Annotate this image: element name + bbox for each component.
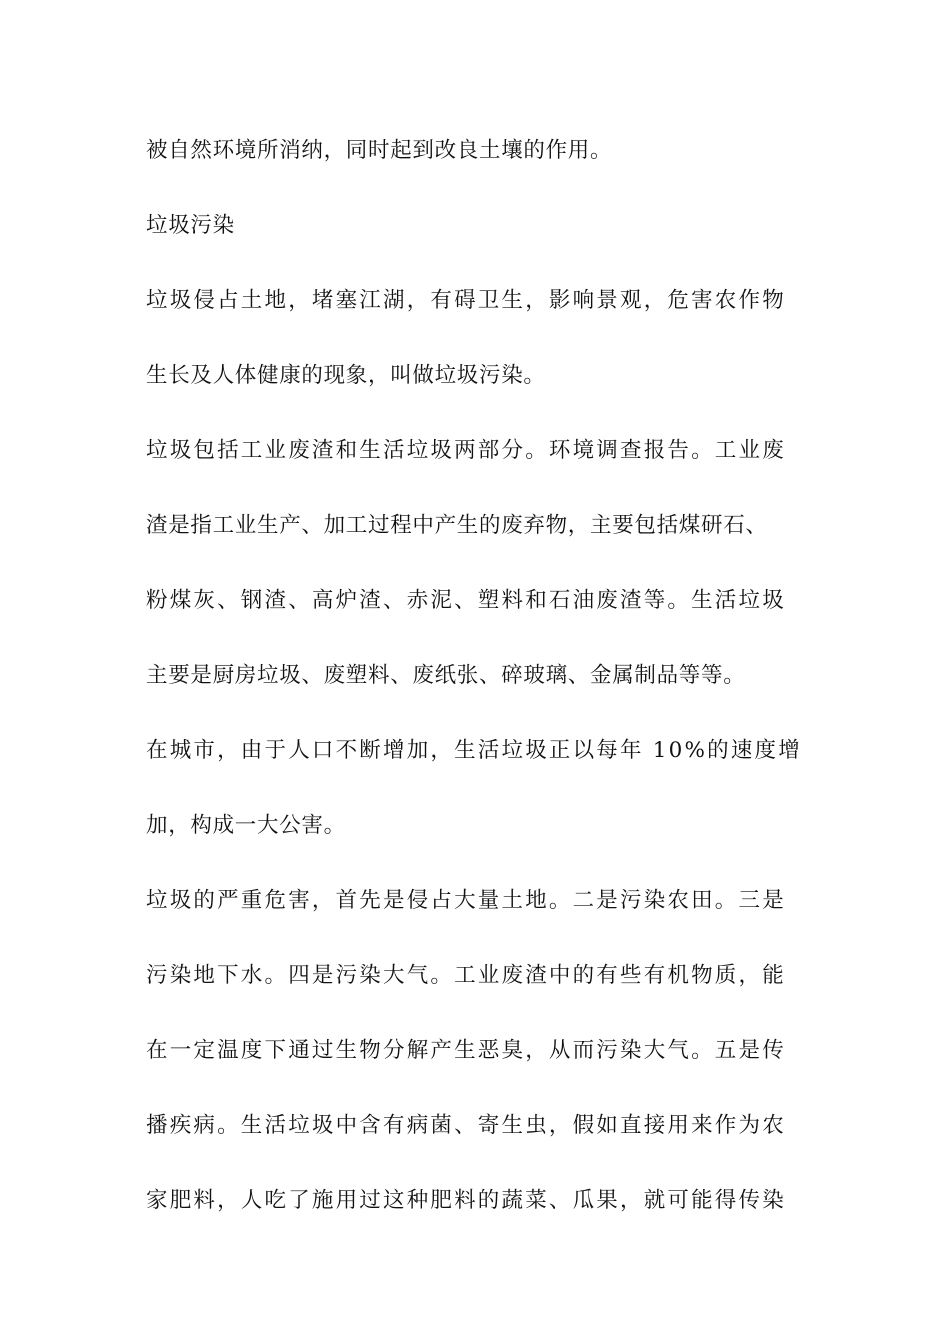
text-line: 加，构成一大公害。 <box>146 813 346 838</box>
text-line: 渣是指工业生产、加工过程中产生的废弃物，主要包括煤研石、 <box>146 513 768 538</box>
text-line: 主要是厨房垃圾、废塑料、废纸张、碎玻璃、金属制品等等。 <box>146 663 746 688</box>
text-line: 被自然环境所消纳，同时起到改良土壤的作用。 <box>146 138 613 163</box>
text-line: 家肥料，人吃了施用过这种肥料的蔬菜、瓜果，就可能得传染 <box>146 1188 786 1213</box>
text-line: 在城市，由于人口不断增加，生活垃圾正以每年 10%的速度增 <box>146 738 802 763</box>
text-line: 垃圾侵占土地，堵塞江湖，有碍卫生，影响景观，危害农作物 <box>146 288 786 313</box>
text-line: 垃圾包括工业废渣和生活垃圾两部分。环境调查报告。工业废 <box>146 438 786 463</box>
text-line: 播疾病。生活垃圾中含有病菌、寄生虫，假如直接用来作为农 <box>146 1113 786 1138</box>
text-line: 垃圾的严重危害，首先是侵占大量土地。二是污染农田。三是 <box>146 888 786 913</box>
text-line: 污染地下水。四是污染大气。工业废渣中的有些有机物质，能 <box>146 963 786 988</box>
section-heading: 垃圾污染 <box>146 213 235 238</box>
text-line: 生长及人体健康的现象，叫做垃圾污染。 <box>146 363 546 388</box>
text-line: 粉煤灰、钢渣、高炉渣、赤泥、塑料和石油废渣等。生活垃圾 <box>146 588 786 613</box>
text-line: 在一定温度下通过生物分解产生恶臭，从而污染大气。五是传 <box>146 1038 786 1063</box>
